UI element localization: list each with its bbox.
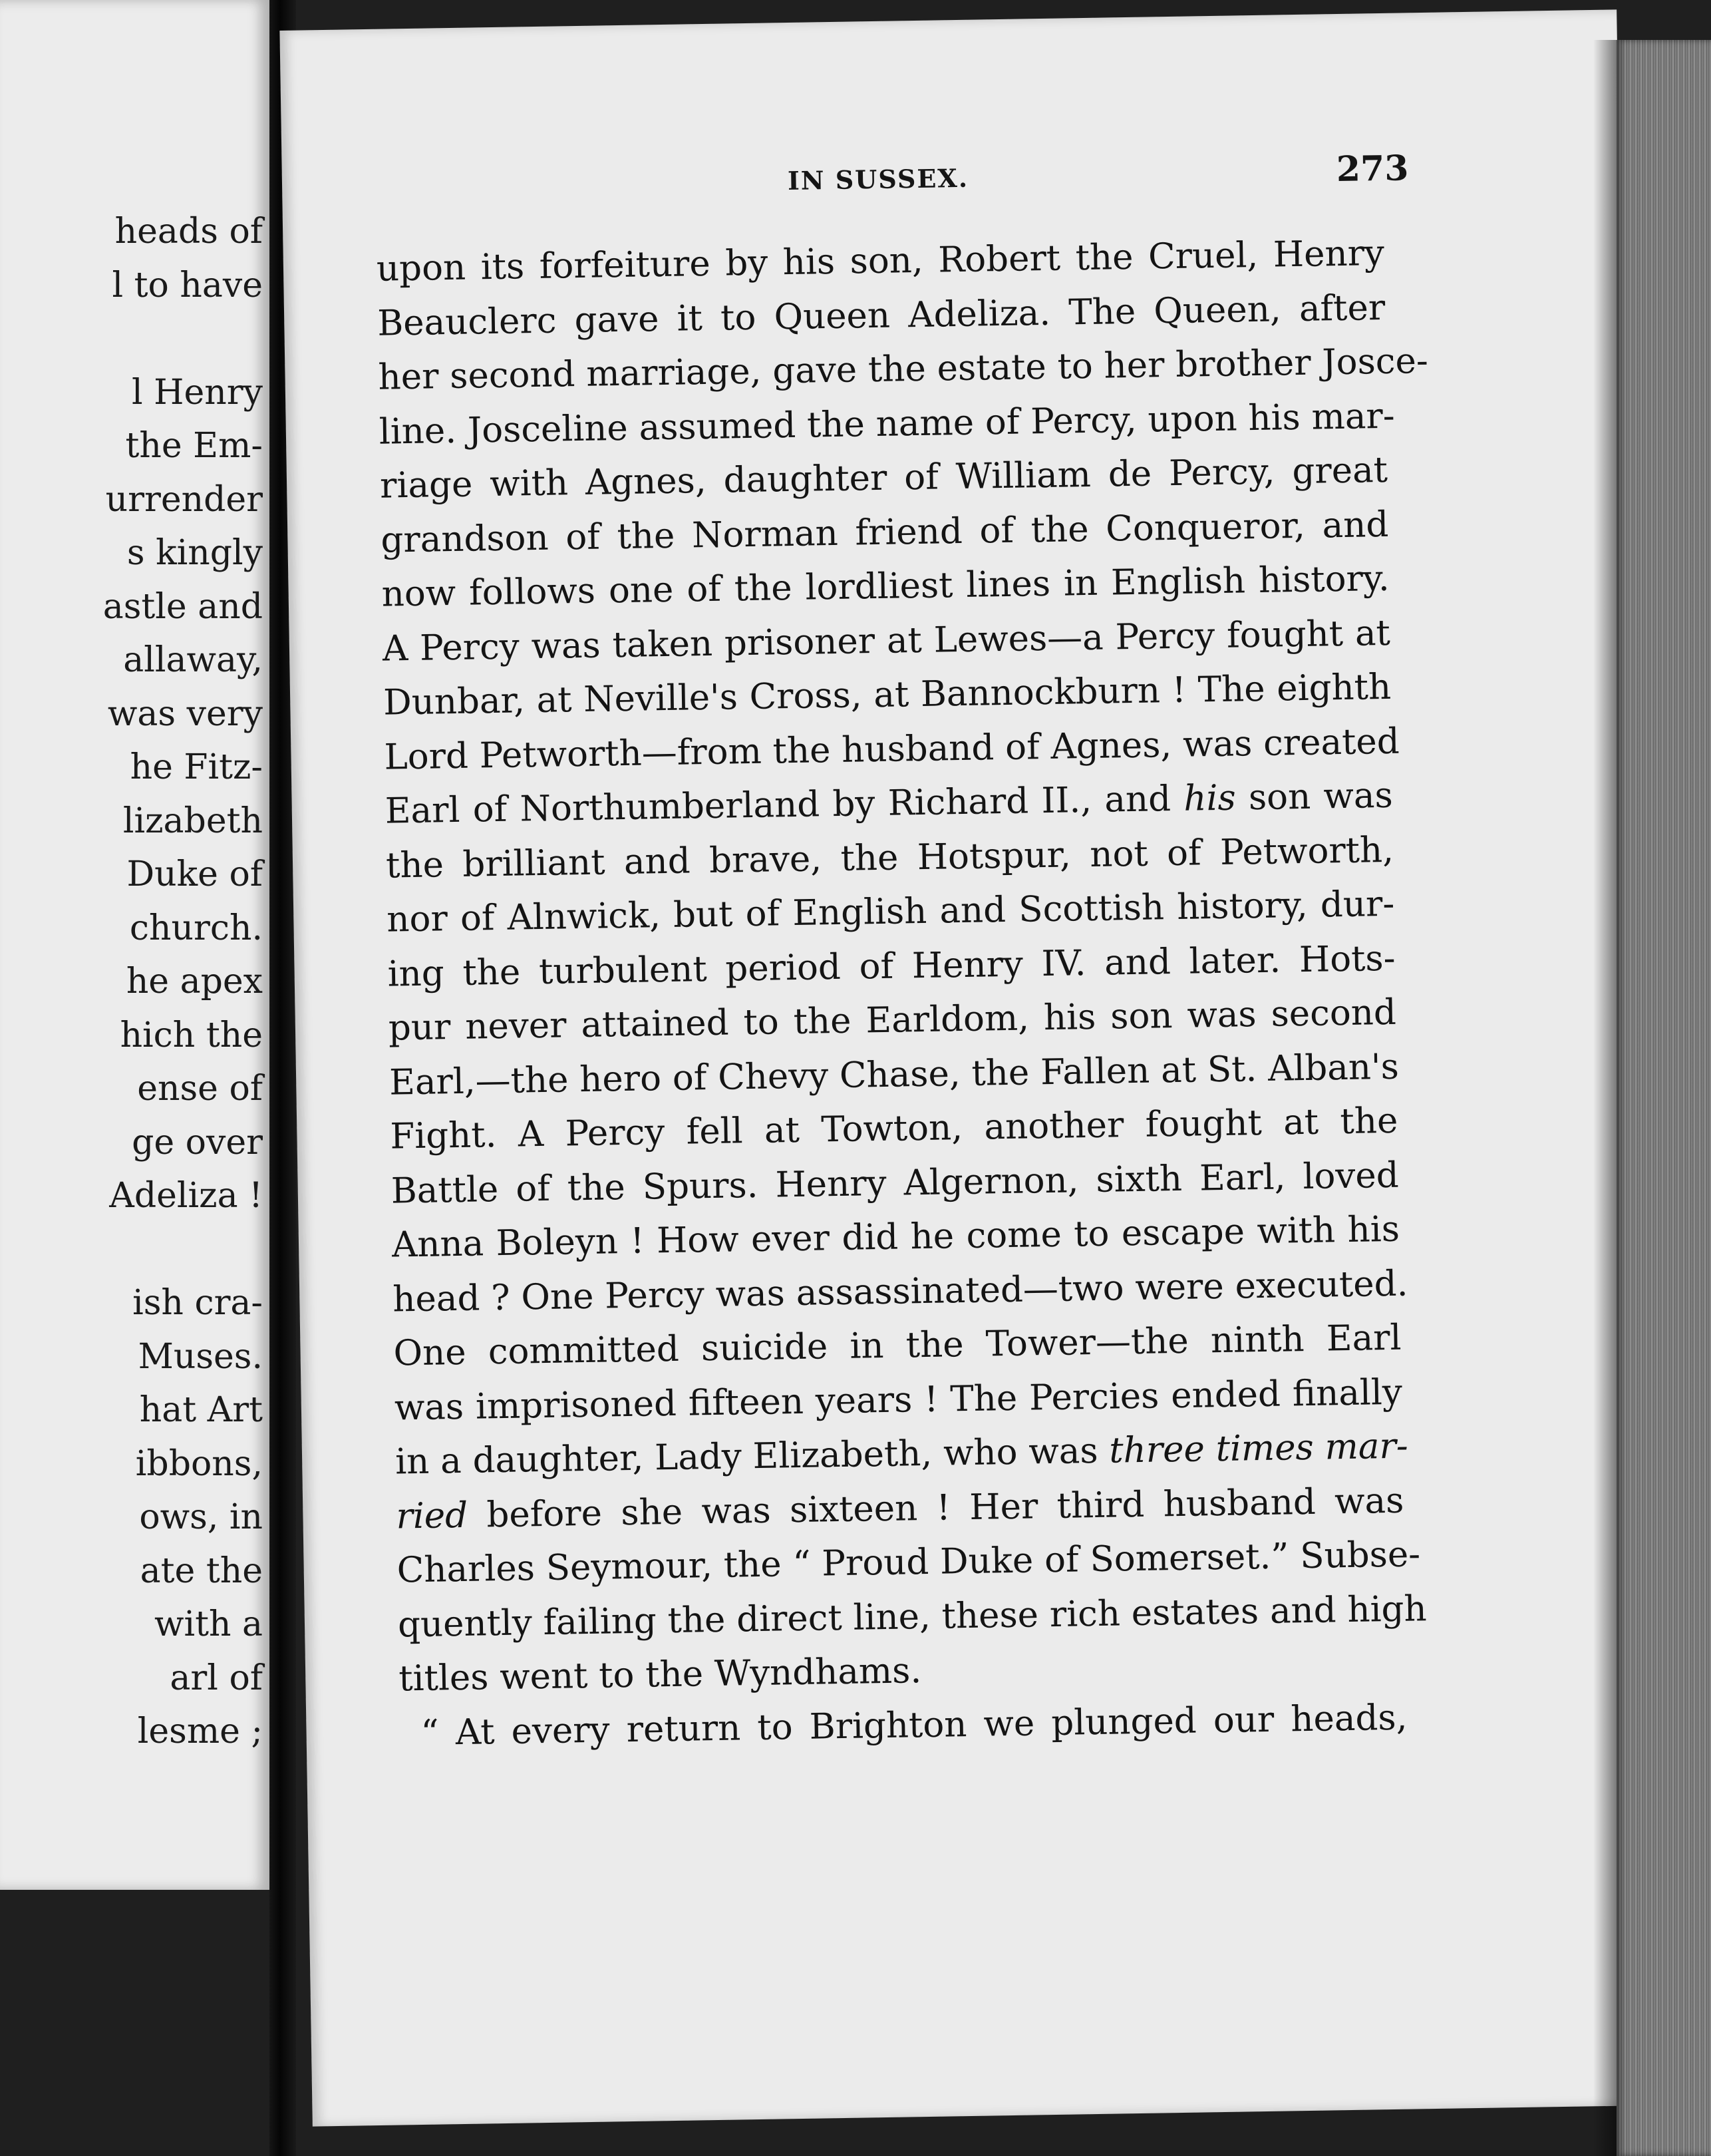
text-line: Battle of the Spurs. Henry Algernon, sixth Earl, loved — [390, 1155, 1400, 1212]
left-page-line-fragment: he Fitz- — [130, 747, 263, 787]
text-line: her second marriage, gave the estate to her brother Josce- — [378, 340, 1429, 398]
text-line: One committed suicide in the Tower—the ninth Earl — [393, 1317, 1402, 1374]
text-line: Dunbar, at Neville's Cross, at Bannockburn ! The eighth — [383, 666, 1392, 723]
left-page-line-fragment: Duke of — [126, 854, 263, 894]
running-head: IN SUSSEX. — [787, 162, 969, 196]
left-page-line-fragment: ish cra- — [132, 1283, 263, 1323]
left-page-line-fragment: arl of — [170, 1658, 263, 1698]
text-line: Lord Petworth—from the husband of Agnes, was created — [384, 721, 1400, 778]
left-facing-page — [0, 0, 269, 1890]
text-line: now follows one of the lordliest lines in English history. — [381, 558, 1390, 615]
italic-emphasis: ried — [395, 1495, 468, 1537]
page-273 — [279, 9, 1649, 2126]
left-page-line-fragment: l to have — [112, 265, 263, 305]
text-line: was imprisoned fifteen years ! The Percies ended finally — [394, 1371, 1403, 1429]
left-page-line-fragment: lesme ; — [137, 1711, 263, 1751]
text-line: head ? One Percy was assassinated—two were executed. — [392, 1263, 1408, 1320]
text-line: nor of Alnwick, but of English and Scottish history, dur- — [386, 883, 1395, 940]
left-page-line-fragment: urrender — [105, 479, 263, 520]
text-line: grandson of the Norman friend of the Conqueror, and — [380, 504, 1389, 561]
left-page-line-fragment: Muses. — [138, 1336, 263, 1377]
text-line: the brilliant and brave, the Hotspur, not of Petworth, — [385, 829, 1394, 886]
body-text — [376, 226, 1429, 1761]
left-page-line-fragment: ibbons, — [135, 1443, 263, 1484]
left-page-line-fragment: astle and — [102, 586, 263, 627]
left-page-line-fragment: s kingly — [126, 533, 263, 573]
page-number: 273 — [1336, 148, 1409, 190]
text-line: upon its forfeiture by his son, Robert the Cruel, Henry — [376, 232, 1385, 289]
left-page-line-fragment: with a — [154, 1604, 263, 1644]
text-line: line. Josceline assumed the name of Percy, upon his mar- — [379, 395, 1396, 452]
left-page-line-fragment: lizabeth — [122, 801, 263, 841]
page-header — [281, 139, 1619, 214]
text-line: ing the turbulent period of Henry IV. and later. Hots- — [387, 938, 1396, 995]
text-line: quently failing the direct line, these rich estates and high — [397, 1588, 1428, 1645]
text-line: pur never attained to the Earldom, his son was second — [388, 991, 1397, 1049]
left-page-line-fragment: hat Art — [139, 1390, 263, 1430]
left-page-line-fragment: l Henry — [131, 372, 263, 413]
page-edge-stack — [1617, 40, 1711, 2156]
text-line: in a daughter, Lady Elizabeth, who was three times mar- — [394, 1425, 1409, 1483]
italic-emphasis: three times mar- — [1108, 1425, 1409, 1471]
left-page-line-fragment: was very — [107, 693, 263, 734]
left-page-line-fragment: allaway, — [123, 640, 263, 680]
text-line: A Percy was taken prisoner at Lewes—a Percy fought at — [382, 612, 1391, 669]
text-line: “ At every return to Brighton we plunged our heads, — [420, 1697, 1408, 1753]
text-line: riage with Agnes, daughter of William de Percy, great — [379, 449, 1388, 506]
text-line: Charles Seymour, the “ Proud Duke of Somerset.” Subse- — [396, 1534, 1421, 1591]
left-page-line-fragment: church. — [129, 908, 263, 948]
text-line: Earl of Northumberland by Richard II., and his son was — [385, 775, 1394, 832]
left-page-line-fragment: the Em- — [125, 426, 263, 466]
left-page-line-fragment: ense of — [137, 1069, 263, 1109]
left-page-line-fragment: ows, in — [139, 1497, 263, 1537]
text-line: titles went to the Wyndhams. — [398, 1650, 922, 1700]
text-line: Fight. A Percy fell at Towton, another fought at the — [390, 1100, 1398, 1157]
left-page-line-fragment: heads of — [114, 212, 263, 252]
text-line: ried before she was sixteen ! Her third husband was — [395, 1480, 1404, 1537]
text-line: Anna Boleyn ! How ever did he come to escape with his — [391, 1208, 1400, 1266]
text-line: Earl,—the hero of Chevy Chase, the Fallen at St. Alban's — [389, 1046, 1400, 1103]
left-page-line-fragment: hich the — [120, 1015, 263, 1055]
left-page-line-fragment: ge over — [132, 1122, 263, 1163]
italic-emphasis: his — [1183, 777, 1237, 819]
text-line: Beauclerc gave it to Queen Adeliza. The Queen, after — [377, 287, 1386, 344]
left-page-line-fragment: Adeliza ! — [109, 1176, 263, 1216]
page-edge-shadow — [1593, 40, 1620, 2156]
left-page-line-fragment: ate the — [140, 1550, 263, 1591]
left-page-line-fragment: he apex — [126, 962, 263, 1001]
